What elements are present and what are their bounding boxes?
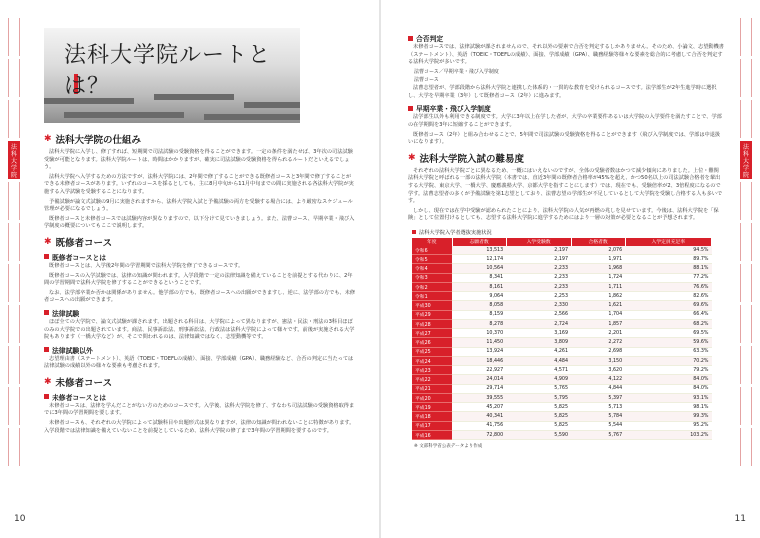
- table-cell: 59.6%: [625, 338, 711, 347]
- table-cell: 2,330: [506, 301, 571, 310]
- section-heading: ✱ 法科大学院入試の難易度: [408, 152, 525, 165]
- minor-heading: 法曹コース／早期卒業・飛び入学制度: [414, 68, 499, 75]
- table-cell: 89.7%: [625, 255, 711, 264]
- asterisk-icon: ✱: [44, 236, 52, 247]
- column-header: 年度: [412, 238, 452, 246]
- table-cell: 2,197: [506, 255, 571, 264]
- table-row: [412, 310, 712, 319]
- right-page-body: [408, 30, 724, 449]
- table-cell: 13,513: [452, 246, 506, 255]
- table-cell: 8,159: [452, 310, 506, 319]
- table-cell: 5,825: [506, 421, 571, 430]
- table-cell: 39,555: [452, 393, 506, 402]
- table-cell: 93.1%: [625, 393, 711, 402]
- square-bullet-icon: [412, 230, 416, 234]
- paragraph: 予備試験が論文式試験の9月に実施されますから、法科大学院入試と予備試験の両方を受験する場合には、より厳密なスケジュール管理が必要になるでしょう。: [44, 198, 353, 213]
- table-cell: 82.6%: [625, 292, 711, 301]
- section-heading: ✱ 未修者コース: [44, 376, 113, 389]
- table-cell: 13,924: [452, 347, 506, 356]
- table-row: [412, 301, 712, 310]
- table-cell: 4,909: [506, 375, 571, 384]
- paragraph: それぞれの法科大学院ごとに異なるため、一概にはいえないのですが、全体の受験者数はかつて減少傾向にありました。上位・難関法科大学院と呼ばれる一部の法科大学院（本書では、直近3年間の既修者合格率が45%を超え、かつ50名以上の司法試験合格者を輩出する大学院、東京大学、一橋大学、慶應義塾大学、京都大学を指すことにします）では、現在でも、受験倍率が2、3倍程度になるので学す。法曹志望者の多くが予備試験を第1志望としており、法曹志望の学部生が不足しているとして大学院を受験し合格する人も多いです。: [408, 167, 723, 205]
- table-cell: 63.3%: [625, 347, 711, 356]
- square-bullet-icon: [408, 106, 413, 111]
- square-bullet-icon: [408, 36, 413, 41]
- table-row: [412, 273, 712, 282]
- year-cell: 令和2: [412, 282, 452, 291]
- left-page-body: [44, 128, 356, 437]
- table-cell: 2,724: [506, 319, 571, 328]
- table-row: [412, 403, 712, 412]
- table-row: [412, 393, 712, 402]
- table-cell: 77.2%: [625, 273, 711, 282]
- table-row: [412, 246, 712, 255]
- paragraph: なお、法学部卒業か否かは関係がありません。他学部の方でも、既修者コースへの出願ができますし、逆に、法学部の方でも、未修者コースへの出願ができます。: [44, 289, 356, 304]
- square-bullet-icon: [44, 254, 49, 259]
- table-row: [412, 421, 712, 430]
- right-active-tab: 法科大学院: [740, 141, 752, 179]
- paragraph: 未修者コースは、法律を学んだことがない方のためのコースです。入学後、法科大学院を修了、すなわち司法試験の受験資格取得までに3年間の学習期間を要します。: [44, 402, 355, 417]
- table-cell: 1,711: [571, 282, 625, 291]
- table-row: [412, 264, 712, 273]
- table-cell: 1,621: [571, 301, 625, 310]
- asterisk-icon: ✱: [408, 152, 416, 163]
- table-row: [412, 430, 712, 439]
- table-cell: 41,756: [452, 421, 506, 430]
- year-cell: 平成21: [412, 384, 452, 393]
- paragraph: 法曹志望者が、学部段階から法科大学院と連携した体系的・一貫的な教育を受けられるコースです。法学部生が2年生進学時に選択し、大学を早期卒業（3年）して既修者コース（2年）に進みます。: [408, 85, 717, 99]
- table-cell: 5,590: [506, 430, 571, 439]
- table-cell: 40,341: [452, 412, 506, 421]
- table-cell: 98.1%: [625, 403, 711, 412]
- table-row: [412, 329, 712, 338]
- table-cell: 2,272: [571, 338, 625, 347]
- table-cell: 12,174: [452, 255, 506, 264]
- table-cell: 5,767: [571, 430, 625, 439]
- right-page-number: 11: [734, 514, 746, 524]
- table-cell: 1,862: [571, 292, 625, 301]
- table-cell: 2,233: [506, 273, 571, 282]
- square-bullet-icon: [44, 310, 49, 315]
- table-cell: 4,484: [506, 356, 571, 365]
- table-header-row: [412, 238, 712, 246]
- paragraph: 未修者コースも、それぞれの大学院によって試験科目や出題形式は異なりますが、法律の知識が問われないことに特徴があります。入学段階では法律知識を備えていないことを前提としているため、法科大学院の修了まで3年間の学習期間を要するのです。: [44, 420, 355, 434]
- table-cell: 2,566: [506, 310, 571, 319]
- table-cell: 10,370: [452, 329, 506, 338]
- paragraph: 法科大学院に入学し、修了すれば、短期間で司法試験の受験資格を得ることができます。一定の条件を満たせば、3年次の司法試験受験が可能となります。法科大学院ルートは、時間はかかりますが、確実に司法試験の受験資格を得られるルートだといえるでしょう。: [44, 149, 353, 171]
- table-cell: 2,233: [506, 282, 571, 291]
- year-cell: 令和4: [412, 264, 452, 273]
- table-cell: 2,076: [571, 246, 625, 255]
- table-cell: 8,161: [452, 282, 506, 291]
- table-cell: 3,169: [506, 329, 571, 338]
- subsection-heading: 早期卒業・飛び入学制度: [408, 103, 724, 113]
- paragraph: ほぼ全ての大学院で、論文式試験が課されます。出題される科目は、大学院によって異なりますが、憲法・民法・刑法の3科目ほぼのみの大学院での出題されています。商法、民事訴訟法、刑事訴訟法、行政法は法科大学院によって様々です。前後が実施される大学院もあります（一橋大学など）が、そこで問われるのは、法律知識ではなく、志望動機等です。: [44, 318, 355, 341]
- column-header: 入学定員充足率: [625, 238, 711, 246]
- section-heading: ✱ 法科大学院の仕組み: [44, 134, 142, 146]
- paragraph: 既修者コースと未修者コースでは試験内容が異なりますので、以下分けて見ていきましょう。また、法曹コース、早期卒業・飛び入学制度の概要についてもここで説明します。: [44, 215, 355, 230]
- table-row: [412, 356, 712, 365]
- table-cell: 8,278: [452, 319, 506, 328]
- column-header: 入学受験数: [506, 238, 571, 246]
- year-cell: 平成22: [412, 375, 452, 384]
- subsection-heading: 既修者コースとは: [44, 252, 356, 262]
- page-title: 法科大学院ルートとは？: [64, 43, 272, 99]
- left-page-number: 10: [14, 514, 26, 524]
- table-row: [412, 255, 712, 264]
- table-cell: 22,927: [452, 366, 506, 375]
- table-note: ※ 文部科学省公表データより作成: [414, 444, 483, 450]
- paragraph: 既修者コースとは、入学後2年間の学習期間で法科大学院を修了できるコースです。: [49, 262, 244, 269]
- table-cell: 1,857: [571, 319, 625, 328]
- year-cell: 平成17: [412, 421, 452, 430]
- column-header: 志願者数: [452, 238, 506, 246]
- year-cell: 平成24: [412, 356, 452, 365]
- right-index-tabs: [740, 18, 752, 508]
- table-row: [412, 412, 712, 421]
- table-cell: 1,968: [571, 264, 625, 273]
- paragraph: しかし、現在では在学中受験が認められたことにより、法科大学院の人気が再燃の兆しを見せています。今後は、法科大学院を「保険」として位置付けるとしても、志望する法科大学院に進学するためにはより一層の対策が必要となることが予想されます。: [408, 207, 719, 222]
- table-cell: 8,058: [452, 301, 506, 310]
- table-cell: 70.2%: [625, 356, 711, 365]
- left-active-tab: 法科大学院: [8, 141, 20, 179]
- subsection-heading: 合否判定: [408, 33, 724, 43]
- table-cell: 79.2%: [625, 366, 711, 375]
- table-row: [412, 338, 712, 347]
- table-cell: 1,971: [571, 255, 625, 264]
- paragraph: 既修者コース（2年）と組み合わせることで、5年間で司法試験の受験資格を得ることができます（飛び入学制度では、学部は中退扱いになります）。: [408, 131, 721, 146]
- table-cell: 24,014: [452, 375, 506, 384]
- table-cell: 29,714: [452, 384, 506, 393]
- table-cell: 10,564: [452, 264, 506, 273]
- table-cell: 45,207: [452, 403, 506, 412]
- paragraph: 志望理由書（ステートメント）、英語（TOEIC・TOEFLの成績）、面接、学部成績（GPA）、職務経験など、合否の判定に当たっては法律試験の成績以外の様々な要素も考慮されます。: [44, 355, 354, 370]
- table-cell: 5,397: [571, 393, 625, 402]
- table-cell: 4,571: [506, 366, 571, 375]
- table-cell: 5,765: [506, 384, 571, 393]
- table-cell: 18,446: [452, 356, 506, 365]
- table-cell: 2,698: [571, 347, 625, 356]
- year-cell: 平成18: [412, 412, 452, 421]
- table-cell: 68.2%: [625, 319, 711, 328]
- table-cell: 5,795: [506, 393, 571, 402]
- year-cell: 令和5: [412, 255, 452, 264]
- table-caption: 法科大学院入学者選抜実施状況: [412, 229, 724, 236]
- table-cell: 103.2%: [625, 430, 711, 439]
- subsection-heading: 未修者コースとは: [44, 392, 356, 402]
- asterisk-icon: ✱: [44, 376, 52, 387]
- table-cell: 4,261: [506, 347, 571, 356]
- admissions-table: [412, 238, 712, 440]
- table-cell: 95.2%: [625, 421, 711, 430]
- table-cell: 84.0%: [625, 375, 711, 384]
- table-cell: 94.5%: [625, 246, 711, 255]
- minor-heading: 法曹コース: [414, 76, 439, 83]
- table-cell: 8,341: [452, 273, 506, 282]
- year-cell: 平成20: [412, 393, 452, 402]
- square-bullet-icon: [44, 347, 49, 352]
- paragraph: 法学部生以外も利用できる制度です。大学に3年以上在学した者が、大学の卒業要件あるいは大学院の入学要件を満たすことで、学部の在学期間を3年に短縮することができます。: [408, 114, 722, 128]
- year-cell: 令和3: [412, 273, 452, 282]
- table-cell: 4,122: [571, 375, 625, 384]
- year-cell: 平成16: [412, 430, 452, 439]
- year-cell: 令和1: [412, 292, 452, 301]
- table-cell: 5,784: [571, 412, 625, 421]
- table-cell: 72,800: [452, 430, 506, 439]
- year-cell: 平成27: [412, 329, 452, 338]
- table-cell: 99.3%: [625, 412, 711, 421]
- table-cell: 3,620: [571, 366, 625, 375]
- table-row: [412, 366, 712, 375]
- table-cell: 5,544: [571, 421, 625, 430]
- table-cell: 4,844: [571, 384, 625, 393]
- subsection-heading: 法律試験以外: [44, 345, 356, 355]
- year-cell: 平成29: [412, 310, 452, 319]
- year-cell: 平成23: [412, 366, 452, 375]
- table-row: [412, 347, 712, 356]
- table-cell: 1,704: [571, 310, 625, 319]
- year-cell: 平成30: [412, 301, 452, 310]
- table-cell: 11,450: [452, 338, 506, 347]
- table-cell: 2,253: [506, 292, 571, 301]
- table-cell: 9,064: [452, 292, 506, 301]
- table-cell: 76.6%: [625, 282, 711, 291]
- year-cell: 令和6: [412, 246, 452, 255]
- asterisk-icon: ✱: [44, 134, 52, 144]
- paragraph: 既修者コースの入学試験では、法律の知識が問われます。入学段階で一定の法律知識を備えていることを前提とする代わりに、2年間の学習期間で法科大学院を修了することができるということです。: [44, 272, 353, 287]
- table-cell: 1,724: [571, 273, 625, 282]
- table-cell: 5,825: [506, 403, 571, 412]
- paragraph: 法科大学院へ入学するための方法ですが、法科大学院には、2年間で修了することができる既修者コースと3年間で修了することができる未修者コースがあります。いずれのコースを採るとしても、主に8月中旬から11月中旬までの間に実施される各法科大学院が実施する入学試験を受験することになります。: [44, 173, 354, 195]
- paragraph: 未修者コースでは、法律試験が課されませんので、それ以外の要素で合否を判定するしかありません。そのため、小論文、志望動機書（ステートメント）、英語（TOEIC・TOEFLの成績）、面接、学部成績（GPA）、職務経験等様々な要素を総合的に考慮して合否を判定する法科大学院が多いです。: [408, 44, 724, 66]
- page-gutter: [379, 0, 381, 538]
- column-header: 合格者数: [571, 238, 625, 246]
- table-row: [412, 282, 712, 291]
- table-cell: 5,825: [506, 412, 571, 421]
- table-cell: 5,713: [571, 403, 625, 412]
- left-index-tabs: [8, 18, 20, 508]
- year-cell: 平成19: [412, 403, 452, 412]
- table-cell: 84.0%: [625, 384, 711, 393]
- table-cell: 3,150: [571, 356, 625, 365]
- year-cell: 平成25: [412, 347, 452, 356]
- table-row: [412, 319, 712, 328]
- table-cell: 2,233: [506, 264, 571, 273]
- table-cell: 69.6%: [625, 301, 711, 310]
- table-cell: 2,197: [506, 246, 571, 255]
- square-bullet-icon: [44, 394, 49, 399]
- table-cell: 69.5%: [625, 329, 711, 338]
- table-row: [412, 384, 712, 393]
- table-row: [412, 375, 712, 384]
- year-cell: 平成26: [412, 338, 452, 347]
- section-heading: ✱ 既修者コース: [44, 236, 113, 249]
- table-cell: 2,201: [571, 329, 625, 338]
- table-cell: 88.1%: [625, 264, 711, 273]
- table-cell: 3,809: [506, 338, 571, 347]
- year-cell: 平成28: [412, 319, 452, 328]
- table-row: [412, 292, 712, 301]
- hero-image: [44, 28, 300, 123]
- subsection-heading: 法律試験: [44, 308, 356, 318]
- table-cell: 66.4%: [625, 310, 711, 319]
